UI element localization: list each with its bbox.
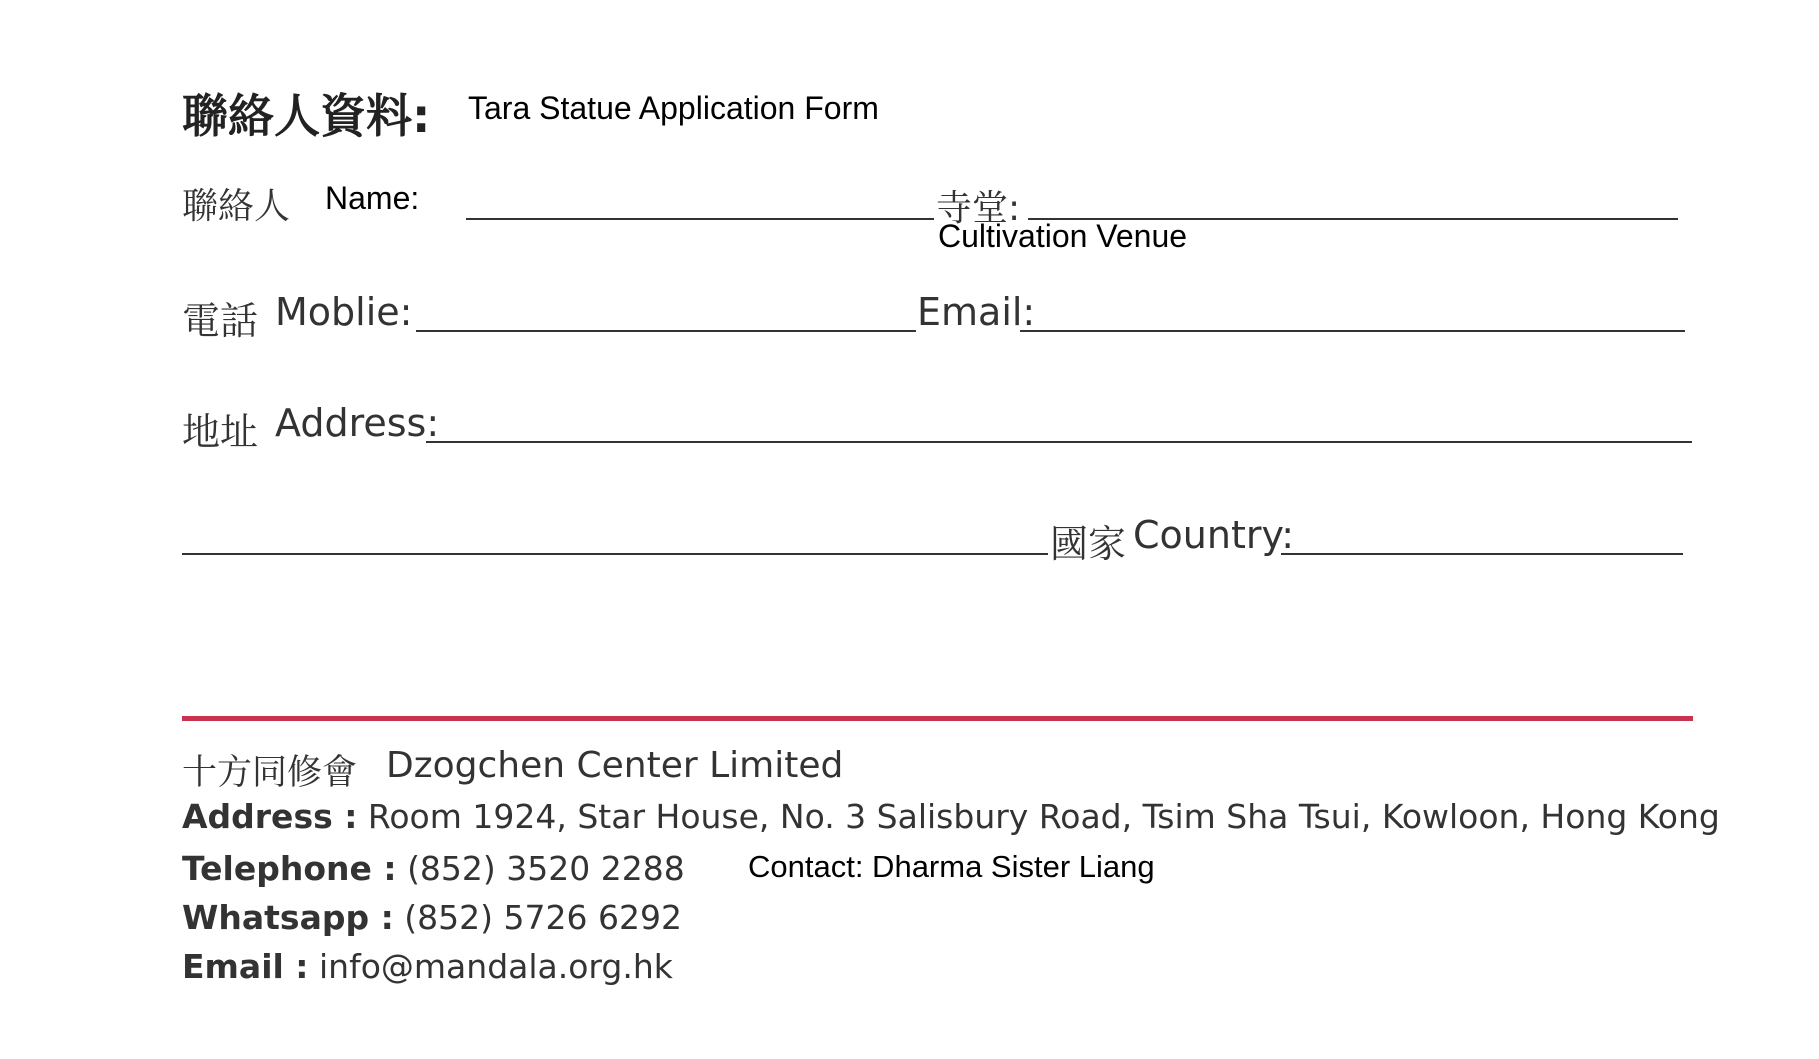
footer-whatsapp [182,898,682,937]
email-label: Email: [917,290,1036,334]
footer-email-label: Email : [182,947,309,986]
name-label-zh: 聯絡人 [182,186,291,227]
address-label-zh: 地址 [182,410,259,454]
address-label-en: Address: [275,401,440,445]
email-field[interactable] [1020,330,1685,332]
footer-contact: Contact: Dharma Sister Liang [748,849,1155,884]
name-field[interactable] [466,218,934,220]
mobile-field[interactable] [416,330,916,332]
country-field[interactable] [1281,553,1683,555]
mobile-label-en: Moblie: [275,290,413,334]
venue-label-zh: 寺堂: [936,188,1021,229]
form-title-en: Tara Statue Application Form [468,90,879,126]
footer-telephone [182,849,685,888]
footer-address-value: Room 1924, Star House, No. 3 Salisbury Road, Tsim Sha Tsui, Kowloon, Hong Kong [367,797,1720,836]
mobile-label-zh: 電話 [182,299,259,343]
footer-whatsapp-value[interactable]: (852) 5726 6292 [404,898,682,937]
footer-email-link[interactable]: info@mandala.org.hk [319,947,673,986]
venue-label-en: Cultivation Venue [938,218,1188,254]
name-label-en: Name: [325,180,420,216]
footer-address [182,797,1720,836]
address-line-2-field[interactable] [182,553,1048,555]
footer-email [182,947,673,986]
org-name-zh: 十方同修會 [182,753,358,793]
address-field[interactable] [426,441,1692,443]
country-label-en: Country: [1133,513,1294,557]
org-name-en: Dzogchen Center Limited [386,745,844,786]
footer-divider [182,716,1693,721]
country-label-zh: 國家 [1050,522,1127,566]
footer-telephone-value[interactable]: (852) 3520 2288 [407,849,685,888]
form-title-zh: 聯絡人資料: [182,89,431,143]
footer-whatsapp-label: Whatsapp : [182,898,394,937]
footer-address-label: Address : [182,797,358,836]
venue-field[interactable] [1028,218,1678,220]
footer-telephone-label: Telephone : [182,849,397,888]
